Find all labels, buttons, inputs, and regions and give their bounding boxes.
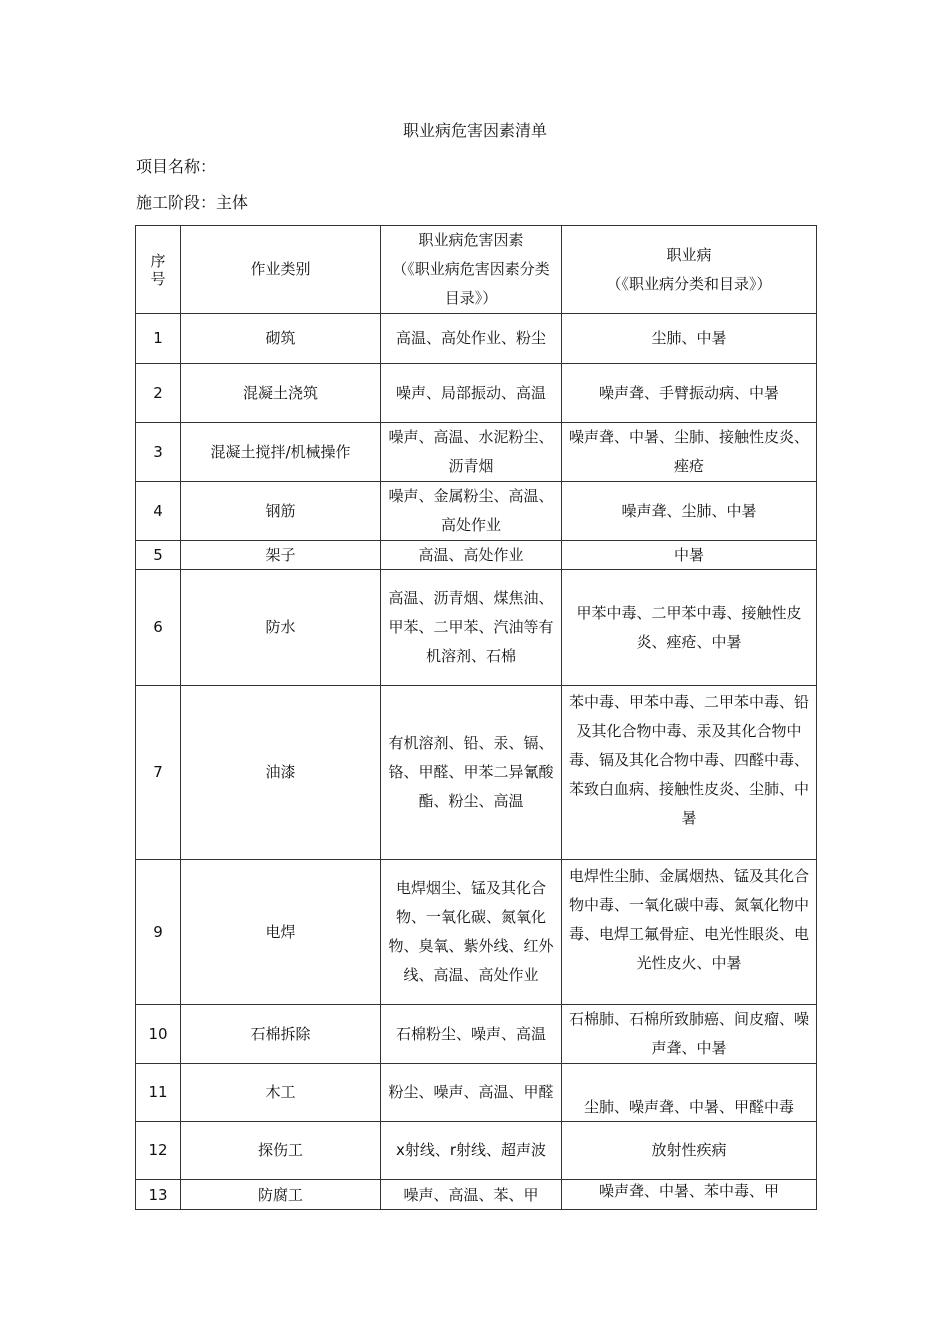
header-hazard-title: 职业病危害因素 — [418, 231, 524, 249]
table-row — [136, 541, 817, 570]
cell-seq: 4 — [136, 482, 181, 541]
table-row — [136, 860, 817, 1005]
header-disease-source: （《职业病分类和目录》） — [606, 274, 772, 293]
cell-work-type: 油漆 — [181, 686, 381, 860]
cell-seq: 6 — [136, 570, 181, 686]
header-seq-label: 序号 — [150, 251, 166, 288]
table-row — [136, 1005, 817, 1064]
hazard-table — [135, 225, 817, 1210]
cell-work-type: 探伤工 — [181, 1122, 381, 1180]
cell-hazards: 电焊烟尘、锰及其化合物、一氧化碳、氮氧化物、臭氧、紫外线、红外线、高温、高处作业 — [381, 860, 562, 1005]
table-row — [136, 570, 817, 686]
cell-diseases: 中暑 — [562, 541, 817, 570]
cell-diseases: 放射性疾病 — [562, 1122, 817, 1180]
cell-seq: 11 — [136, 1064, 181, 1122]
cell-hazards: 噪声、高温、水泥粉尘、沥青烟 — [381, 423, 562, 482]
table-row — [136, 423, 817, 482]
cell-diseases: 噪声聋、手臂振动病、中暑 — [562, 364, 817, 423]
cell-diseases: 噪声聋、中暑、苯中毒、甲 — [562, 1180, 817, 1210]
cell-work-type: 电焊 — [181, 860, 381, 1005]
header-diseases — [562, 226, 817, 314]
cell-diseases: 甲苯中毒、二甲苯中毒、接触性皮炎、痤疮、中暑 — [562, 570, 817, 686]
cell-hazards: 噪声、金属粉尘、高温、高处作业 — [381, 482, 562, 541]
header-seq — [136, 226, 181, 314]
table-row — [136, 482, 817, 541]
cell-work-type: 混凝土搅拌/机械操作 — [181, 423, 381, 482]
cell-seq: 13 — [136, 1180, 181, 1210]
table-row — [136, 364, 817, 423]
cell-seq: 1 — [136, 314, 181, 364]
cell-seq: 10 — [136, 1005, 181, 1064]
cell-diseases: 电焊性尘肺、金属烟热、锰及其化合物中毒、一氧化碳中毒、氮氧化物中毒、电焊工氟骨症、电光性眼炎、电光性皮火、中暑 — [562, 860, 817, 1005]
cell-hazards: 粉尘、噪声、高温、甲醛 — [381, 1064, 562, 1122]
cell-hazards: 有机溶剂、铅、汞、镉、铬、甲醛、甲苯二异氰酸酯、粉尘、高温 — [381, 686, 562, 860]
cell-work-type: 混凝土浇筑 — [181, 364, 381, 423]
header-hazard-factors — [381, 226, 562, 314]
table-row — [136, 686, 817, 860]
cell-diseases: 尘肺、中暑 — [562, 314, 817, 364]
table-row — [136, 1122, 817, 1180]
document-title: 职业病危害因素清单 — [402, 121, 547, 140]
header-disease-title: 职业病 — [666, 245, 712, 264]
cell-seq: 5 — [136, 541, 181, 570]
cell-seq: 7 — [136, 686, 181, 860]
header-work-type: 作业类别 — [181, 226, 381, 314]
cell-work-type: 架子 — [181, 541, 381, 570]
cell-seq: 12 — [136, 1122, 181, 1180]
table-row — [136, 1180, 817, 1210]
cell-hazards: x射线、r射线、超声波 — [381, 1122, 562, 1180]
table-row — [136, 1064, 817, 1122]
cell-diseases: 苯中毒、甲苯中毒、二甲苯中毒、铅及其化合物中毒、汞及其化合物中毒、镉及其化合物中毒、四醛中毒、苯致白血病、接触性皮炎、尘肺、中暑 — [562, 686, 817, 860]
table-row — [136, 314, 817, 364]
cell-diseases: 噪声聋、中暑、尘肺、接触性皮炎、痤疮 — [562, 423, 817, 482]
cell-seq: 3 — [136, 423, 181, 482]
project-name-label: 项目名称： — [136, 157, 217, 176]
construction-stage-label: 施工阶段：主体 — [136, 193, 249, 212]
cell-hazards: 高温、沥青烟、煤焦油、甲苯、二甲苯、汽油等有机溶剂、石棉 — [381, 570, 562, 686]
cell-seq: 9 — [136, 860, 181, 1005]
cell-seq: 2 — [136, 364, 181, 423]
cell-diseases: 噪声聋、尘肺、中暑 — [562, 482, 817, 541]
cell-hazards: 高温、高处作业 — [381, 541, 562, 570]
cell-hazards: 噪声、局部振动、高温 — [381, 364, 562, 423]
cell-work-type: 石棉拆除 — [181, 1005, 381, 1064]
cell-hazards: 石棉粉尘、噪声、高温 — [381, 1005, 562, 1064]
cell-hazards: 噪声、高温、苯、甲 — [381, 1180, 562, 1210]
cell-work-type: 防水 — [181, 570, 381, 686]
header-hazard-source: （《职业病危害因素分类目录》） — [392, 260, 550, 307]
cell-diseases: 石棉肺、石棉所致肺癌、间皮瘤、噪声聋、中暑 — [562, 1005, 817, 1064]
cell-hazards: 高温、高处作业、粉尘 — [381, 314, 562, 364]
table-header-row — [136, 226, 817, 314]
cell-work-type: 防腐工 — [181, 1180, 381, 1210]
cell-work-type: 木工 — [181, 1064, 381, 1122]
cell-work-type: 砌筑 — [181, 314, 381, 364]
cell-work-type: 钢筋 — [181, 482, 381, 541]
cell-diseases: 尘肺、噪声聋、中暑、甲醛中毒 — [562, 1064, 817, 1122]
